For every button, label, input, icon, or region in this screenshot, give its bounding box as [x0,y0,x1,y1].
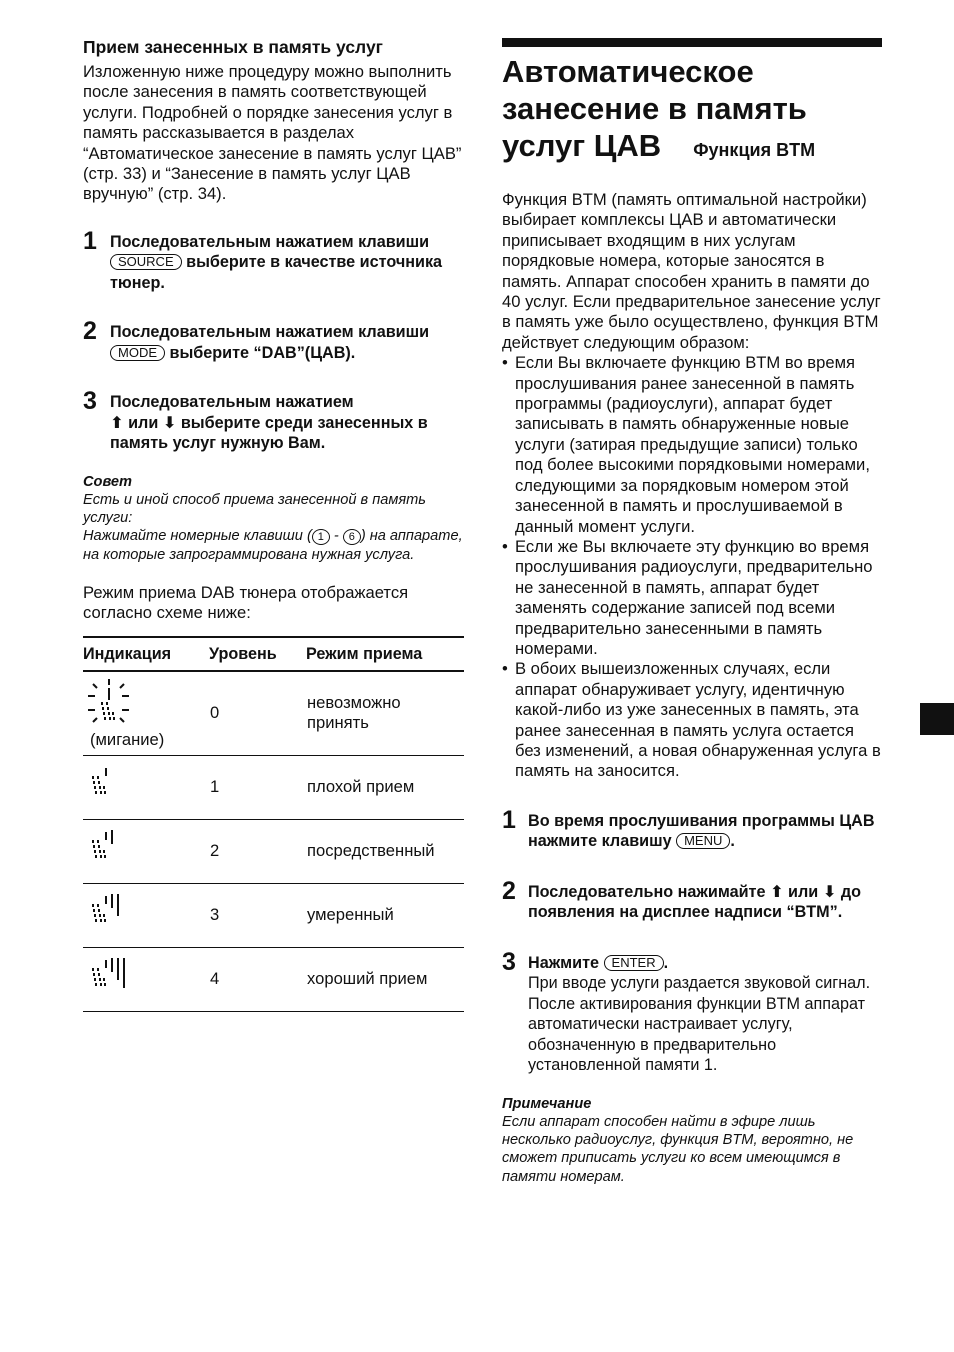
tip-line: Есть и иной способ приема занесенной в память услуги: [83,492,426,527]
tip-text: - [329,528,343,545]
step-text: Последовательным нажатием клавиши [110,232,430,251]
table-row [83,671,464,755]
step-number: 2 [502,876,516,905]
table-row [83,755,464,819]
step-text: выберите “DAB”(ЦАВ). [169,343,356,362]
signal-level-2-icon [84,828,134,868]
up-arrow-icon: ⬆ [769,882,784,901]
level-cell: 4 [209,947,306,1011]
indicator-cell [83,671,209,755]
title-line: занесение в память [502,91,807,126]
step-text: Последовательным нажатием [110,393,354,412]
btm-step-1 [502,805,882,852]
step-text: или [128,413,159,432]
table-row [83,883,464,947]
step-number: 1 [83,226,97,255]
right-column [502,38,882,1186]
title-line: услуг ЦАВ [502,128,662,163]
list-item: • В обоих вышеизложенных случаях, если аппарат обнаруживает услугу, идентичную какой-либо из уже занесенных в память, эта ранее занесенная в память услуга остается без изменений, а новая обнаруженная услуга в память на заносится. [502,659,882,781]
tip-line-keys [83,527,465,563]
col-level: Уровень [209,637,306,671]
table-intro: Режим приема DAB тюнера отображается согласно схеме ниже: [83,582,409,623]
indicator-cell [83,947,209,1011]
note-heading: Примечание [502,1095,592,1112]
list-item: • Если Вы включаете функцию BTM во время прослушивания ранее занесенной в память программы (радиоуслуги), аппарат будет записывать в память обнаруженные новые услуги (затирая предыдущие записи) только под более высокими порядковыми номерами, следующими за порядковым номером этой занесенной в память и прослушиваемой в данный момент услуги. [502,353,882,537]
step-number: 3 [502,947,516,976]
mode-cell: умеренный [306,883,464,947]
step-number: 3 [83,387,97,416]
btm-step-2 [502,876,882,923]
signal-level-4-icon [84,956,140,996]
up-arrow-icon: ⬆ [110,413,124,432]
left-column [83,36,465,1012]
table-row [83,819,464,883]
col-mode: Режим приема [306,637,464,671]
note-block [502,1095,882,1186]
title-subtitle: Функция BTM [693,140,816,160]
mode-cell: хороший прием [306,947,464,1011]
section-heading-preset-reception: Прием занесенных в память услуг [83,37,383,57]
menu-key: MENU [676,833,730,849]
step-text: или [788,882,819,901]
btm-bullets [502,353,882,782]
mode-key: MODE [110,345,165,361]
step-2 [83,317,465,363]
tip-block [83,473,465,564]
level-cell: 1 [209,755,306,819]
key-1: 1 [312,529,330,545]
title-line: Автоматическое [502,54,754,89]
signal-level-1-icon [84,764,134,804]
mode-cell: плохой прием [306,755,464,819]
source-key: SOURCE [110,254,182,270]
signal-level-3-icon [84,892,134,932]
step-1 [83,226,465,294]
level-cell: 3 [209,883,306,947]
indicator-cell [83,883,209,947]
mode-cell: посредственный [306,819,464,883]
section-tab-marker [920,703,954,735]
indicator-cell [83,819,209,883]
step-text: . [663,953,669,972]
col-indication: Индикация [83,637,209,671]
tip-heading: Совет [83,473,132,490]
btm-intro: Функция BTM (память оптимальной настройки) выбирает комплексы ЦАВ и автоматически приписывает входящим в них услугам порядковые номера, которые заносятся в память. Аппарат способен хранить в памяти до 40 услуг. Если предварительное занесение услуг в память уже было осуществлено, функция BTM действует следующим образом: [502,190,881,352]
step-text: до появления на дисплее надписи “BTM”. [528,882,861,922]
step-text: . [730,832,735,851]
down-arrow-icon: ⬇ [822,882,837,901]
list-item: • Если же Вы включаете эту функцию во время прослушивания радиоуслуги, предварительно не занесенной в память, аппарат будет заменять содержание записей под всеми предварительно занесенными в память номерами. [502,537,882,659]
step-detail: При вводе услуги раздается звуковой сигнал. [528,974,871,993]
table-header-row [83,637,464,671]
level-cell: 2 [209,819,306,883]
step-text: Последовательным нажатием клавиши [110,323,430,342]
step-detail: После активирования функции BTM аппарат автоматически настраивает услугу, обозначенную в предварительно установленной памяти 1. [528,994,866,1075]
reception-table [83,636,464,1012]
indicator-cell [83,755,209,819]
tip-text: ) на аппарате, на которые запрограммирована нужная услуга. [83,528,463,563]
mode-cell: невозможно принять [306,671,464,755]
page-title [502,53,882,169]
enter-key: ENTER [604,955,664,971]
blink-label: (мигание) [90,730,165,750]
step-text: выберите в качестве источника тюнер. [110,253,443,292]
step-text: Нажмите [528,953,600,972]
step-text: выберите среди занесенных в память услуг нужную Вам. [110,413,428,453]
step-text: Последовательно нажимайте [528,882,766,901]
step-number: 1 [502,805,516,834]
btm-step-3 [502,947,882,1076]
level-cell: 0 [209,671,306,755]
intro-paragraph: Изложенную ниже процедуру можно выполнить после занесения в память соответствующей услуги. Подробней о порядке занесения услуг в память рассказывается в разделах “Автоматическое занесение в память услуг ЦАВ” (стр. 33) и “Занесение в память услуг ЦАВ вручную” (стр. 34). [83,62,462,204]
note-text: Если аппарат способен найти в эфире лишь несколько радиоуслуг, функция BTM, вероятно, не сможет приписать услуги ко всем имеющимся в памяти номерам. [502,1113,854,1185]
step-number: 2 [83,317,97,346]
tip-text: Нажимайте номерные клавиши ( [83,528,312,545]
step-3 [83,387,465,454]
table-row [83,947,464,1011]
blinking-antenna-icon [84,676,130,730]
key-6: 6 [343,529,361,545]
step-text: Во время прослушивания программы ЦАВ нажмите клавишу [528,811,875,851]
down-arrow-icon: ⬇ [162,413,177,432]
title-rule [502,38,882,47]
